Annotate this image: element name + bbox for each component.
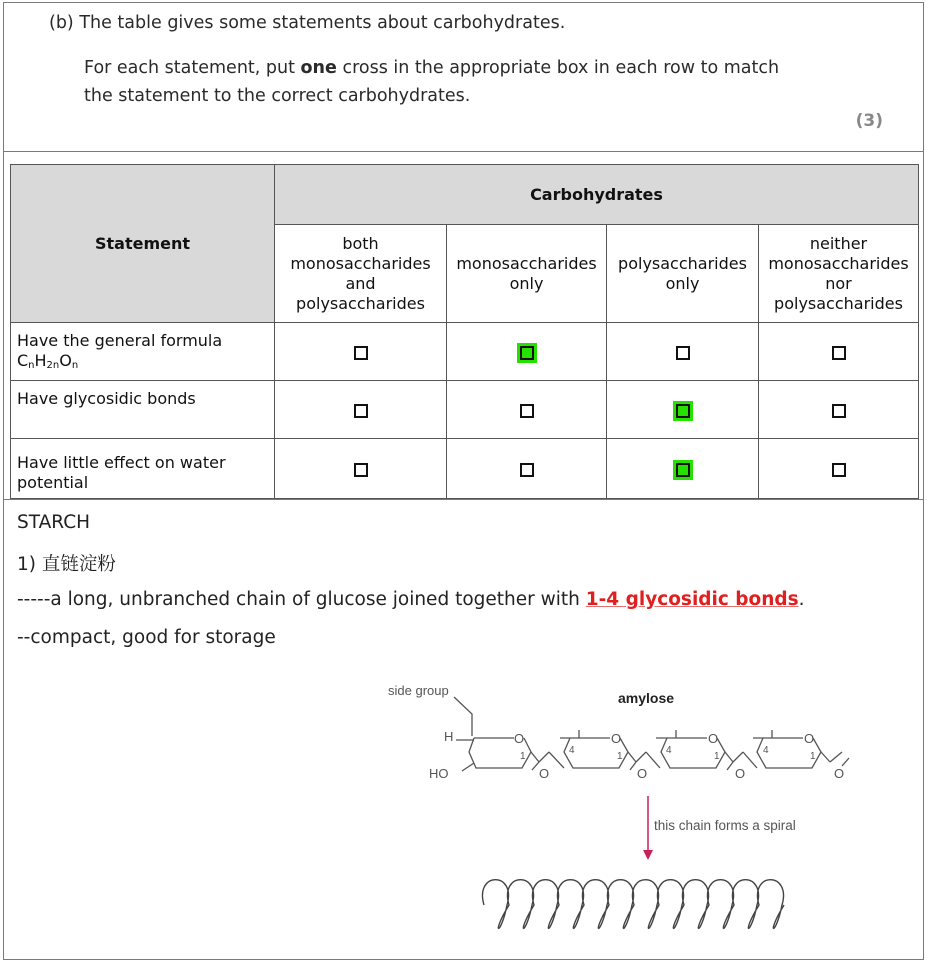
marks-label: (3): [855, 111, 883, 131]
col-header-both: both monosaccharides and polysaccharides: [275, 225, 447, 323]
col-header-neither: neither monosaccharides nor polysaccharides: [759, 225, 919, 323]
answer-cell: [275, 439, 447, 499]
question-title: (b) The table gives some statements about carbohydrates.: [49, 13, 566, 33]
answer-cell: [447, 323, 607, 381]
table-panel: [3, 152, 924, 499]
answer-cell: [275, 323, 447, 381]
answer-cell: [759, 439, 919, 499]
carbon-1-label: 1: [714, 751, 720, 762]
question-panel: [3, 2, 924, 152]
h-label: H: [444, 729, 454, 744]
notes-line-compact: --compact, good for storage: [17, 627, 276, 648]
arrow-head: [643, 850, 653, 860]
statement-cell: Have little effect on water potential: [11, 439, 275, 499]
ring-oxygen-4: O: [804, 731, 815, 746]
carbohydrates-header: Carbohydrates: [275, 165, 919, 225]
checkbox-mono-only[interactable]: [520, 463, 534, 477]
statement-cell: Have the general formula $C_nH_{2n}O_n$: [11, 323, 275, 381]
ring-oxygen-1: O: [514, 731, 525, 746]
checkbox-both[interactable]: [354, 463, 368, 477]
notes-item-amylose: 1) 直链淀粉: [17, 554, 116, 575]
carbon-4-label: 4: [569, 745, 575, 756]
checkbox-neither[interactable]: [832, 404, 846, 418]
checkbox-poly-only[interactable]: [676, 463, 690, 477]
amylose-label: amylose: [618, 690, 675, 706]
highlight-bonds: 1-4 glycosidic bonds: [585, 589, 799, 610]
question-instruction: For each statement, put one cross in the appropriate box in each row to match: [84, 58, 780, 78]
bridge-oxygen-2: O: [637, 766, 648, 781]
answer-cell: [607, 439, 759, 499]
spiral-helix: [482, 880, 784, 929]
spiral-note: this chain forms a spiral: [654, 818, 796, 833]
table-row: [11, 381, 919, 439]
amylose-diagram: [4, 500, 925, 961]
bridge-oxygen-3: O: [735, 766, 746, 781]
answer-cell: [447, 439, 607, 499]
notes-heading: STARCH: [17, 512, 91, 533]
statement-header: Statement: [11, 165, 275, 323]
checkbox-mono-only[interactable]: [520, 346, 534, 360]
checkbox-neither[interactable]: [832, 346, 846, 360]
table-row: [11, 439, 919, 499]
table-row: [11, 323, 919, 381]
checkbox-neither[interactable]: [832, 463, 846, 477]
answer-cell: [447, 381, 607, 439]
col-header-mono-only: monosaccharides only: [447, 225, 607, 323]
checkbox-both[interactable]: [354, 404, 368, 418]
carbohydrate-table: [10, 164, 919, 499]
checkbox-mono-only[interactable]: [520, 404, 534, 418]
carbon-4-label: 4: [763, 745, 769, 756]
bridge-oxygen-1: O: [539, 766, 550, 781]
answer-cell: [607, 323, 759, 381]
answer-cell: [275, 381, 447, 439]
answer-cell: [759, 323, 919, 381]
checkbox-poly-only[interactable]: [676, 346, 690, 360]
notes-line-chain: -----a long, unbranched chain of glucose joined together with 1-4 glycosidic bonds.: [17, 589, 805, 610]
question-instruction-cont: the statement to the correct carbohydrates.: [84, 86, 471, 106]
carbon-1-label: 1: [520, 751, 526, 762]
carbon-4-label: 4: [666, 745, 672, 756]
statement-cell: Have glycosidic bonds: [11, 381, 275, 439]
notes-panel: [3, 499, 924, 960]
answer-cell: [607, 381, 759, 439]
carbon-1-label: 1: [810, 751, 816, 762]
ho-label: HO: [429, 766, 449, 781]
answer-cell: [759, 381, 919, 439]
checkbox-both[interactable]: [354, 346, 368, 360]
bridge-oxygen-4: O: [834, 766, 845, 781]
checkbox-poly-only[interactable]: [676, 404, 690, 418]
ring-oxygen-3: O: [708, 731, 719, 746]
col-header-poly-only: polysaccharides only: [607, 225, 759, 323]
carbon-1-label: 1: [617, 751, 623, 762]
side-group-label: side group: [388, 683, 449, 698]
ring-oxygen-2: O: [611, 731, 622, 746]
